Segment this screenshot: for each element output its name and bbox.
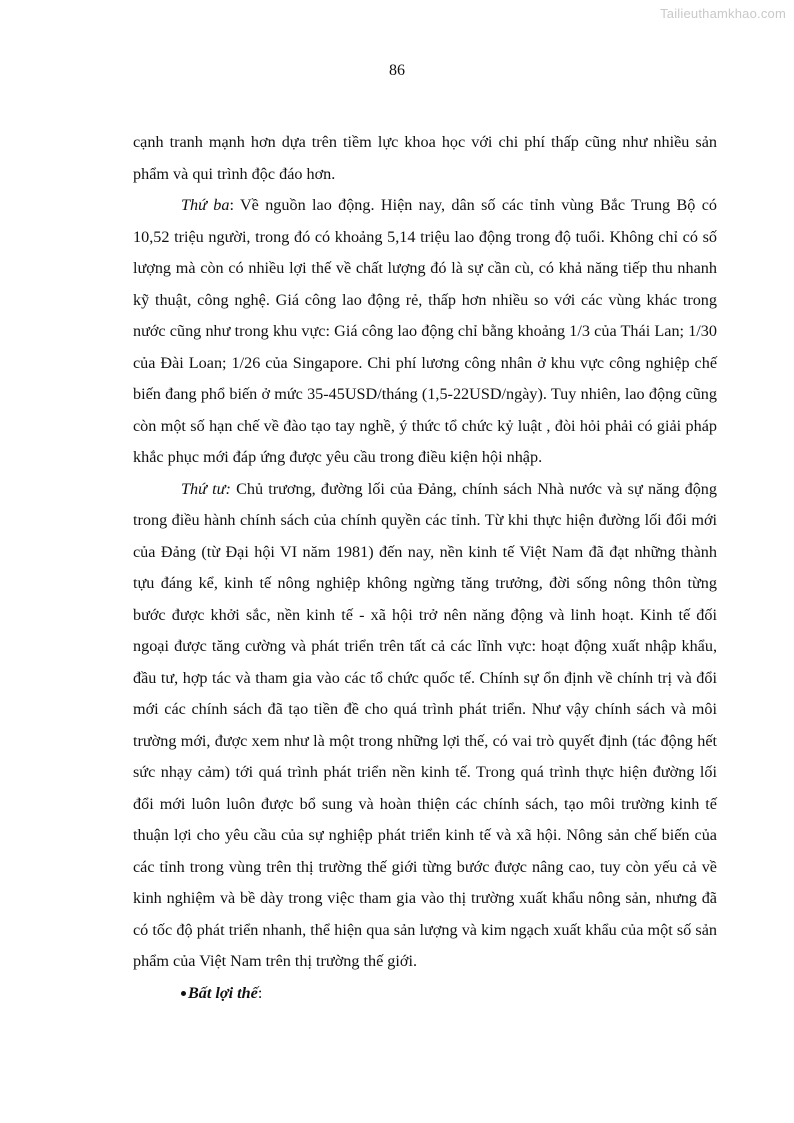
watermark: Tailieuthamkhao.com <box>660 6 786 21</box>
paragraph-3 <box>133 474 717 978</box>
paragraph-3-lead: Thứ tư: <box>181 479 231 498</box>
bullet-icon <box>181 991 186 996</box>
paragraph-2-text: : Về nguồn lao động. Hiện nay, dân số các tỉnh vùng Bắc Trung Bộ có 10,52 triệu người, trong đó có khoảng 5,14 triệu lao động trong độ tuổi. Không chỉ có số lượng mà còn có nhiều lợi thế về chất lượng đó là sự cần cù, có khả năng tiếp thu nhanh kỹ thuật, công nghệ. Giá công lao động rẻ, thấp hơn nhiều so với các vùng khác trong nước cũng như trong khu vực: Giá công lao động chỉ bằng khoảng 1/3 của Thái Lan; 1/30 của Đài Loan; 1/26 của Singapore. Chi phí lương công nhân ở khu vực công nghiệp chế biến đang phổ biến ở mức 35-45USD/tháng (1,5-22USD/ngày). Tuy nhiên, lao động cũng còn một số hạn chế về đào tạo tay nghề, ý thức tổ chức kỷ luật , đòi hỏi phải có giải pháp khắc phục mới đáp ứng được yêu cầu trong điều kiện hội nhập. <box>133 196 717 466</box>
section-heading-label: Bất lợi thế <box>188 983 258 1002</box>
page-number: 86 <box>389 62 405 79</box>
section-heading-colon: : <box>257 983 263 1002</box>
paragraph-1: cạnh tranh mạnh hơn dựa trên tiềm lực khoa học với chi phí thấp cũng như nhiều sản phẩm và qui trình độc đáo hơn. <box>133 133 717 183</box>
paragraph-2 <box>133 190 717 474</box>
section-heading <box>133 978 717 1010</box>
paragraph-2-lead: Thứ ba <box>181 196 230 214</box>
paragraph-3-text: Chủ trương, đường lối của Đảng, chính sách Nhà nước và sự năng động trong điều hành chính sách của chính quyền các tỉnh. Từ khi thực hiện đường lối đổi mới của Đảng (từ Đại hội VI năm 1981) đến nay, nền kinh tế Việt Nam đã đạt những thành tựu đáng kể, kinh tế nông nghiệp không ngừng tăng trưởng, đời sống nông thôn từng bước được khởi sắc, nền kinh tế - xã hội trở nên năng động và linh hoạt. Kinh tế đối ngoại được tăng cường và phát triển trên tất cả các lĩnh vực: hoạt động xuất nhập khẩu, đầu tư, hợp tác và tham gia vào các tổ chức quốc tế. Chính sự ổn định về chính trị và đổi mới các chính sách đã tạo tiền đề cho quá trình phát triển. Như vậy chính sách và môi trường mới, được xem như là một trong những lợi thế, có vai trò quyết định (tác động hết sức nhạy cảm) tới quá trình phát triển nền kinh tế. Trong quá trình thực hiện đường lối đổi mới luôn luôn được bổ sung và hoàn thiện các chính sách, tạo môi trường kinh tế thuận lợi cho yêu cầu của sự nghiệp phát triển kinh tế và xã hội. Nông sản chế biến của các tỉnh trong vùng trên thị trường thế giới từng bước được nâng cao, tuy còn yếu cả về kinh nghiệm và bề dày trong việc tham gia vào thị trường xuất khẩu nông sản, nhưng đã có tốc độ phát triển nhanh, thể hiện qua sản lượng và kim ngạch xuất khẩu của một số sản phẩm của Việt Nam trên thị trường thế giới. <box>133 479 717 970</box>
page-body <box>133 127 717 1009</box>
